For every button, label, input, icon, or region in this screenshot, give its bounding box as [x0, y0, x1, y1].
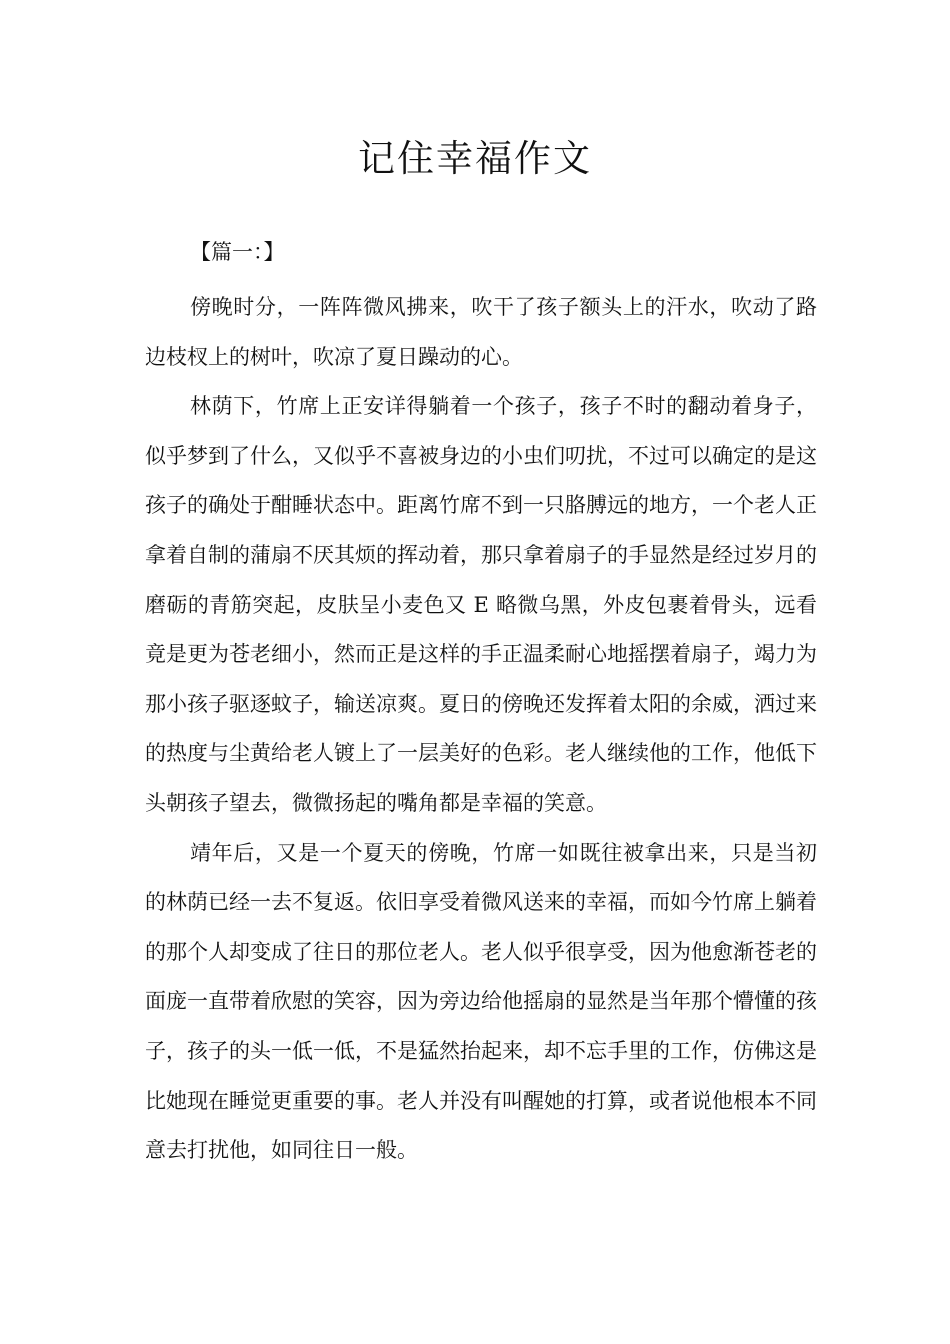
- paragraph: 傍晚时分，一阵阵微风拂来，吹干了孩子额头上的汗水，吹动了路边枝杈上的树叶，吹凉了夏日躁动的心。: [145, 295, 817, 369]
- document-title: 记住幸福作文: [358, 137, 592, 180]
- section-label: 【篇一：】: [190, 240, 285, 264]
- paragraph: 林荫下，竹席上正安详得躺着一个孩子，孩子不时的翻动着身子，似乎梦到了什么，又似乎不喜被身边的小虫们叨扰，不过可以确定的是这孩子的确处于酣睡状态中。距离竹席不到一只胳膊远的地方，一个老人正拿着自制的蒲扇不厌其烦的挥动着，那只拿着扇子的手显然是经过岁月的磨砺的青筋突起，皮肤呈小麦色又 E 略微乌黑，外皮包裹着骨头，远看竟是更为苍老细小，然而正是这样的手正温柔耐心地摇摆着扇子，竭力为那小孩子驱逐蚊子，输送凉爽。夏日的傍晚还发挥着太阳的余威，洒过来的热度与尘黄给老人镀上了一层美好的色彩。老人继续他的工作，他低下头朝孩子望去，微微扬起的嘴角都是幸福的笑意。: [145, 394, 817, 815]
- paragraph: 靖年后，又是一个夏天的傍晚，竹席一如既往被拿出来，只是当初的林荫已经一去不复返。依旧享受着微风送来的幸福，而如今竹席上躺着的那个人却变成了往日的那位老人。老人似乎很享受，因为他愈渐苍老的面庞一直带着欣慰的笑容，因为旁边给他摇扇的显然是当年那个懵懂的孩子，孩子的头一低一低，不是猛然抬起来，却不忘手里的工作，仿佛这是比她现在睡觉更重要的事。老人并没有叫醒她的打算，或者说他根本不同意去打扰他，如同往日一般。: [145, 840, 817, 1163]
- document-body: [145, 283, 817, 1176]
